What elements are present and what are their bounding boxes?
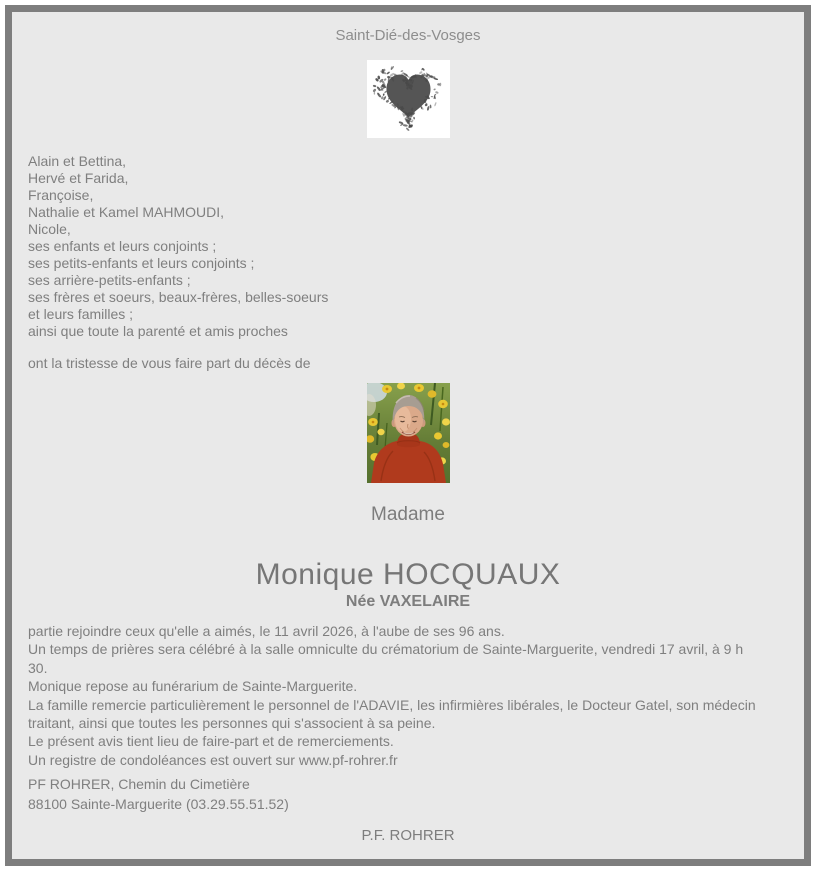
announcement-line: Le présent avis tient lieu de faire-part et de remerciements.	[28, 733, 394, 750]
signature: P.F. ROHRER	[361, 827, 455, 845]
family-line: ses enfants et leurs conjoints ;	[28, 238, 217, 254]
maiden-name: Née VAXELAIRE	[345, 593, 471, 610]
family-line: ainsi que toute la parenté et amis proches	[28, 323, 288, 339]
family-line: ses petits-enfants et leurs conjoints ;	[28, 255, 255, 271]
portrait-photo-illustration	[367, 383, 450, 483]
announcement-text	[12, 622, 804, 769]
announcement-line: Un temps de prières sera célébré à la salle omniculte du crématorium de Sainte-Marguerite, vendredi 17 avril, à 9 h	[28, 641, 744, 658]
funeral-home-address	[12, 774, 804, 814]
portrait-photo	[367, 383, 450, 483]
obituary-card	[5, 5, 811, 866]
announcement-line: Monique repose au funérarium de Sainte-Marguerite.	[28, 678, 358, 695]
address-line-2: 88100 Sainte-Marguerite (03.29.55.51.52)	[28, 796, 289, 813]
heart-icon	[367, 60, 450, 138]
announcement-line: Un registre de condoléances est ouvert sur www.pf-rohrer.fr	[28, 751, 398, 768]
family-line: Nicole,	[28, 221, 71, 237]
family-line: Nathalie et Kamel MAHMOUDI,	[28, 204, 225, 220]
announcement-line: La famille remercie particulièrement le personnel de l'ADAVIE, les infirmières libérales, le Docteur Gatel, son médecin	[28, 696, 756, 713]
family-line: Françoise,	[28, 187, 94, 203]
family-line: Alain et Bettina,	[28, 153, 127, 169]
family-list	[12, 153, 804, 340]
heart-image	[367, 60, 450, 138]
intro-line: ont la tristesse de vous faire part du décès de	[28, 355, 311, 371]
city-title: Saint-Dié-des-Vosges	[335, 27, 481, 44]
family-line: Hervé et Farida,	[28, 170, 129, 186]
announcement-line: traitant, ainsi que toutes les personnes qui s'associent à sa peine.	[28, 715, 436, 732]
announcement-line: partie rejoindre ceux qu'elle a aimés, le 11 avril 2026, à l'aube de ses 96 ans.	[28, 623, 505, 639]
family-line: ses frères et soeurs, beaux-frères, belles-soeurs	[28, 289, 329, 305]
family-line: ses arrière-petits-enfants ;	[28, 272, 191, 288]
deceased-name: Monique HOCQUAUX	[255, 558, 561, 591]
family-line: et leurs familles ;	[28, 306, 134, 322]
civility: Madame	[371, 504, 445, 525]
announcement-line: 30.	[28, 659, 48, 676]
address-line-1: PF ROHRER, Chemin du Cimetière	[28, 776, 250, 793]
